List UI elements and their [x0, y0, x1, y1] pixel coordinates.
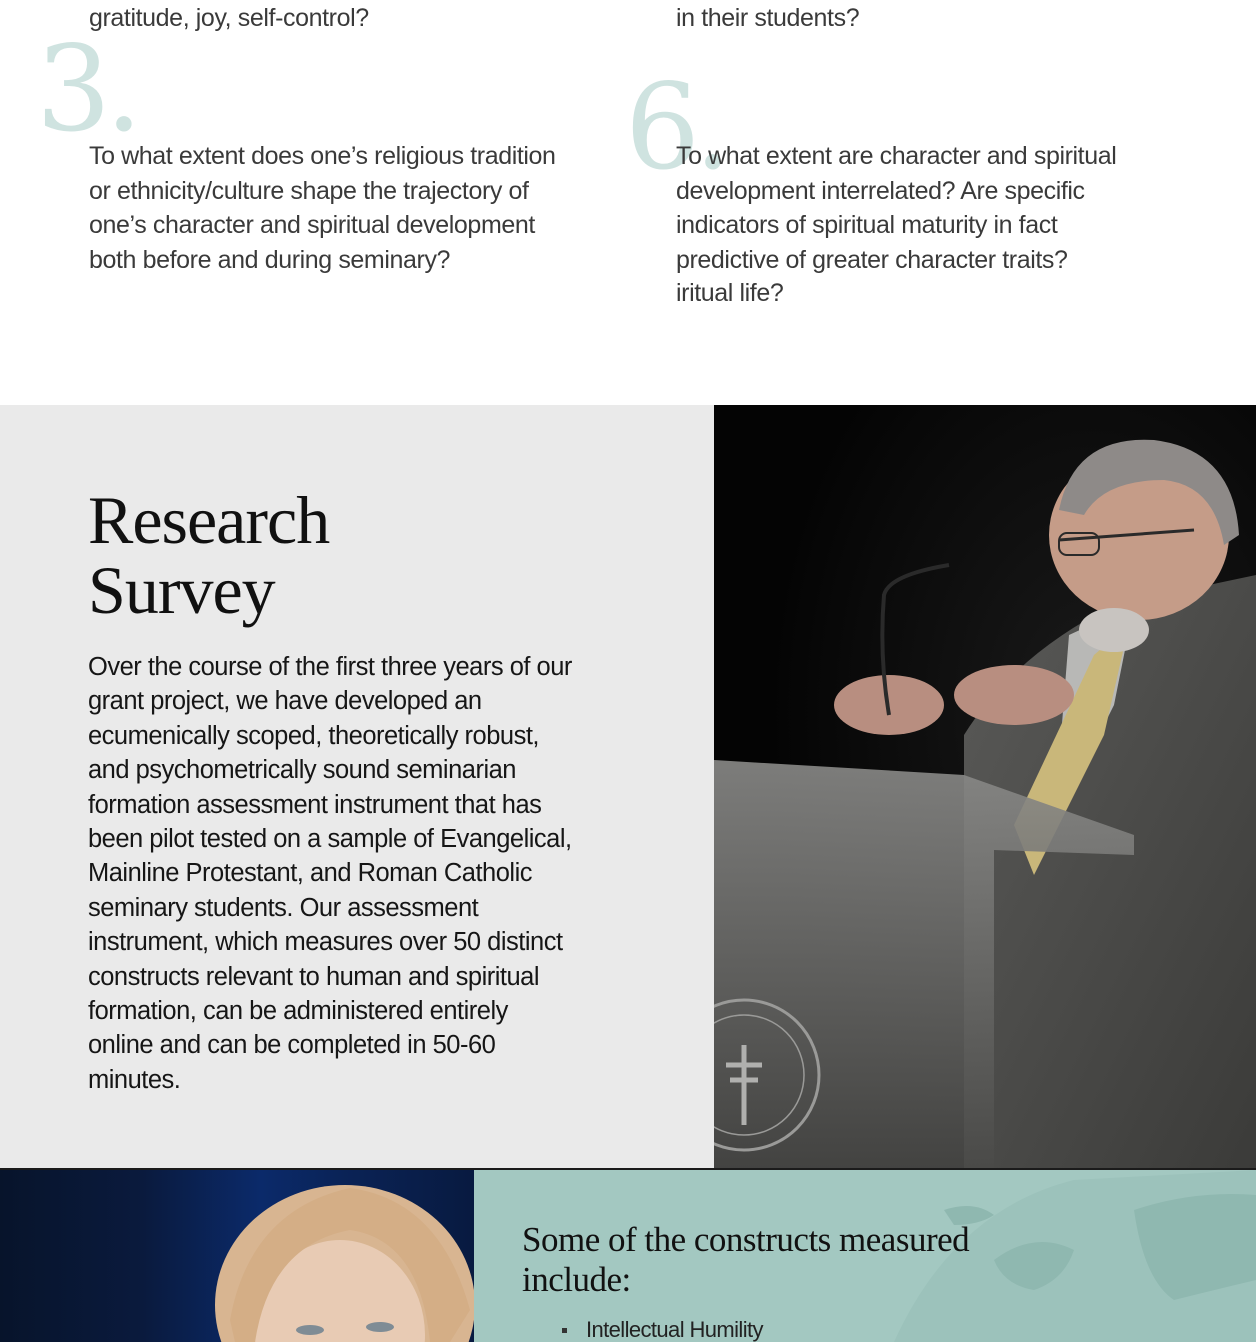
question-6-text: To what extent are character and spiritual development interrelated? Are specific indicators of spiritual maturity in fact predictive of greater character traits? — [676, 142, 1117, 274]
question-3-text: To what extent does one’s religious tradition or ethnicity/culture shape the trajectory of one’s character and spiritual development both before and during seminary? — [89, 142, 556, 274]
research-survey-title — [88, 482, 330, 628]
constructs-list — [562, 1315, 763, 1342]
question-number-3: 3. — [36, 20, 137, 158]
question-number-6: 6. — [625, 58, 726, 196]
research-survey-body: Over the course of the first three years of our grant project, we have developed an ecumenically scoped, theoretically robust, and psychometrically sound seminarian formation assessment instrument that has been pilot tested on a sample of Evangelical, Mainline Protestant, and Roman Catholic seminary students. Our assessment instrument, which measures over 50 distinct constructs relevant to human and spiritual formation, can be administered entirely online and can be completed in 50-60 minutes. — [88, 653, 572, 1094]
panelist-photo — [0, 1170, 474, 1342]
research-questions-section — [0, 0, 1256, 405]
constructs-title: Some of the constructs measured include: — [522, 1220, 970, 1299]
question-5-tail: in their students? — [676, 4, 860, 32]
panelist-illustration — [0, 1170, 474, 1342]
speaker-illustration — [714, 405, 1256, 1169]
construct-item-label: Intellectual Humility — [586, 1317, 763, 1342]
question-6-overflow-text: iritual life? — [676, 279, 784, 307]
question-2-tail: gratitude, joy, self-control? — [89, 4, 369, 32]
constructs-section — [474, 1170, 1256, 1342]
title-line-1: Research — [88, 482, 330, 558]
research-survey-section — [0, 405, 714, 1169]
title-line-2: Survey — [88, 552, 275, 628]
construct-item — [562, 1315, 763, 1342]
speaker-photo — [714, 405, 1256, 1169]
bullet-icon — [562, 1328, 567, 1333]
